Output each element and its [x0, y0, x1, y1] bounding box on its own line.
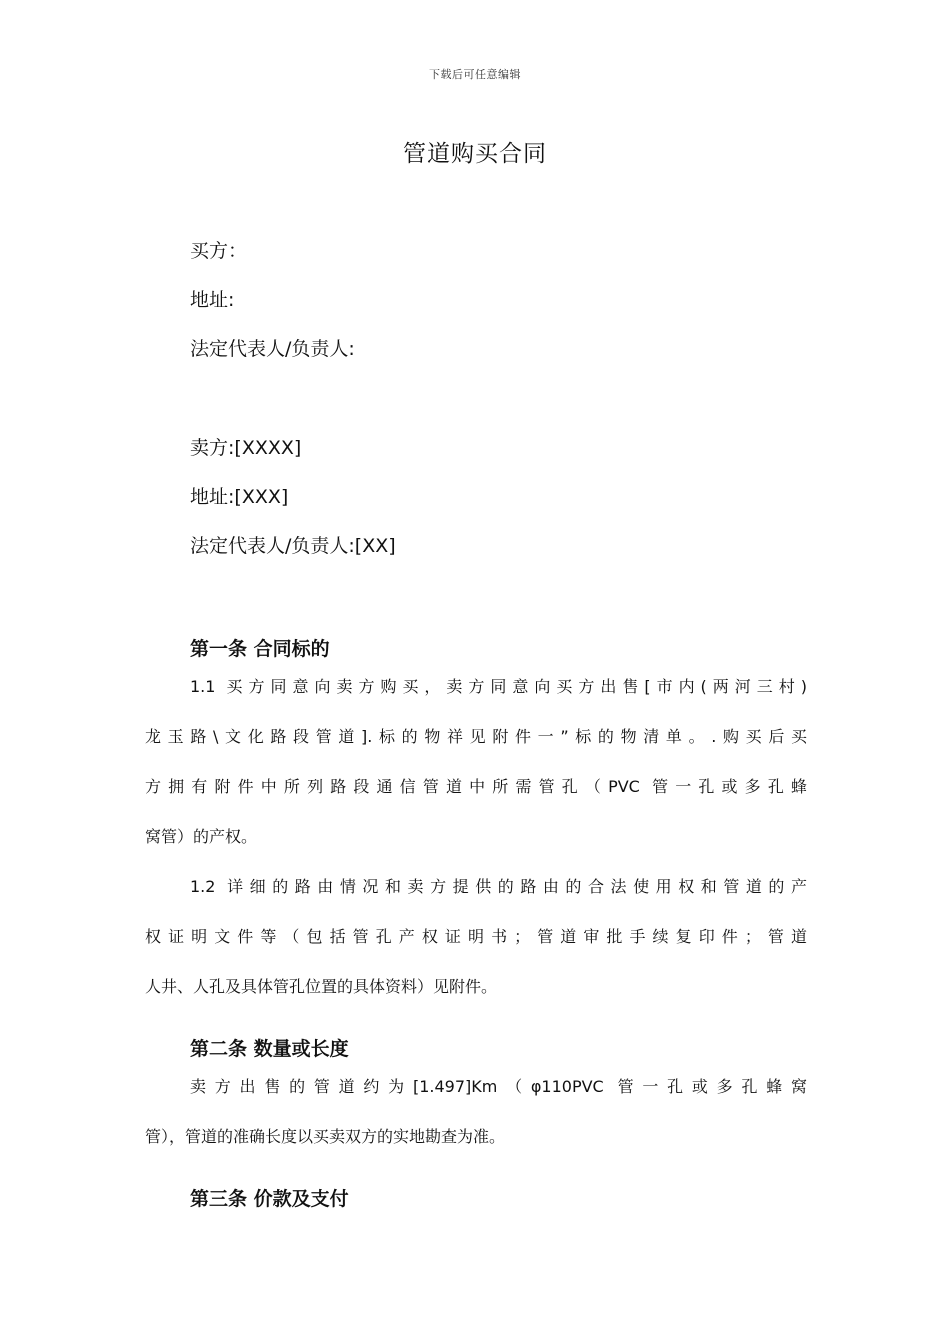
seller-representative-line: 法定代表人/负责人:[XX]	[190, 535, 396, 557]
seller-block	[190, 424, 810, 571]
header-note: 下载后可任意编辑	[429, 68, 521, 81]
paragraph-line: 管），管道的准确长度以买卖双方的实地勘查为准。	[145, 1127, 506, 1146]
seller-name-line: 卖方:[XXXX]	[190, 437, 302, 459]
article-3-heading: 第三条 价款及支付	[190, 1188, 349, 1210]
paragraph-line: 1.2 详细的路由情况和卖方提供的路由的合法使用权和管道的产	[190, 877, 807, 896]
article-2-paragraph-1	[145, 1074, 807, 1174]
paragraph-line: 窝管）的产权。	[145, 827, 258, 846]
article-2-heading: 第二条 数量或长度	[190, 1038, 349, 1060]
buyer-representative-line: 法定代表人/负责人:	[190, 338, 355, 360]
paragraph-line: 1.1 买方同意向卖方购买，卖方同意向买方出售[市内(两河三村)	[190, 677, 807, 696]
buyer-block	[190, 227, 810, 374]
paragraph-line: 权证明文件等（包括管孔产权证明书；管道审批手续复印件；管道	[145, 927, 807, 946]
article-1-paragraph-2	[145, 874, 807, 1024]
seller-address-line: 地址:[XXX]	[190, 486, 289, 508]
article-1-paragraph-1	[145, 674, 807, 874]
buyer-address-line: 地址:	[190, 289, 235, 311]
paragraph-line: 方拥有附件中所列路段通信管道中所需管孔（PVC 管一孔或多孔蜂	[145, 777, 807, 796]
contract-body	[145, 624, 807, 1224]
document-title: 管道购买合同	[403, 141, 547, 167]
paragraph-line: 卖方出售的管道约为[1.497]Km（φ110PVC 管一孔或多孔蜂窝	[190, 1077, 807, 1096]
article-1-heading: 第一条 合同标的	[190, 638, 330, 660]
paragraph-line: 人井、人孔及具体管孔位置的具体资料）见附件。	[145, 977, 498, 996]
buyer-name-line: 买方：	[190, 240, 248, 262]
paragraph-line: 龙玉路\文化路段管道].标的物祥见附件一”标的物清单。.购买后买	[145, 727, 807, 746]
